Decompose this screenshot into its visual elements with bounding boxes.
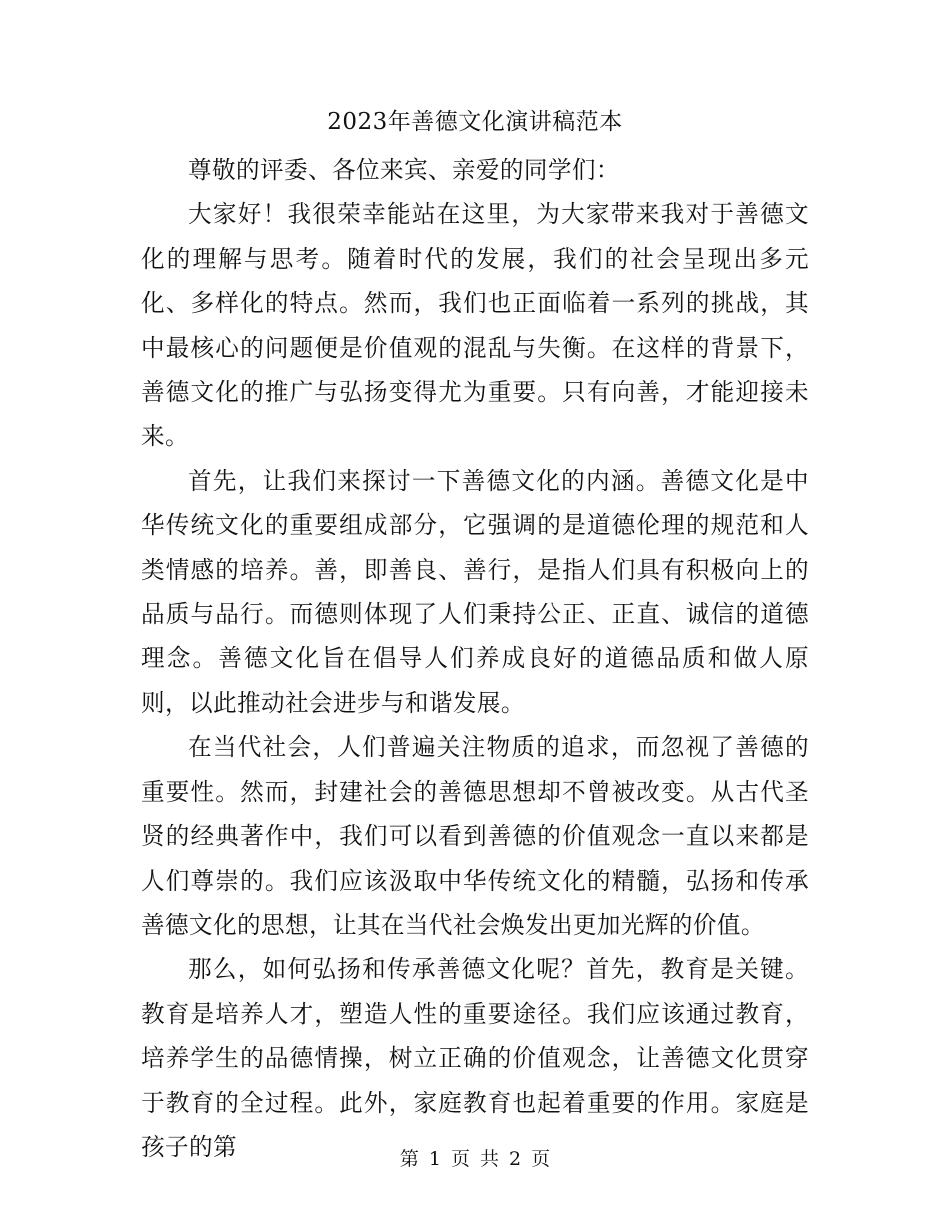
paragraph-salutation: 尊敬的评委、各位来宾、亲爱的同学们： <box>188 156 620 184</box>
document-title: 2023年善德文化演讲稿范本 <box>327 109 623 135</box>
document-body <box>141 148 809 1169</box>
paragraph-connotation: 首先，让我们来探讨一下善德文化的内涵。善德文化是中华传统文化的重要组成部分，它强调的是道德伦理的规范和人类情感的培养。善，即善良、善行，是指人们具有积极向上的品质与品行。而德则体现了人们秉持公正、正直、诚信的道德理念。善德文化旨在倡导人们养成良好的道德品质和做人原则，以此推动社会进步与和谐发展。 <box>141 466 809 717</box>
page-number-footer: 第 1 页 共 2 页 <box>399 1148 551 1170</box>
paragraph-opening: 大家好！我很荣幸能站在这里，为大家带来我对于善德文化的理解与思考。随着时代的发展，我们的社会呈现出多元化、多样化的特点。然而，我们也正面临着一系列的挑战，其中最核心的问题便是价值观的混乱与失衡。在这样的背景下，善德文化的推广与弘扬变得尤为重要。只有向善，才能迎接未来。 <box>141 200 809 451</box>
paragraph-education: 那么，如何弘扬和传承善德文化呢？首先，教育是关键。教育是培养人才，塑造人性的重要途径。我们应该通过教育，培养学生的品德情操，树立正确的价值观念，让善德文化贯穿于教育的全过程。此外，家庭教育也起着重要的作用。家庭是孩子的第 <box>141 955 809 1161</box>
paragraph-contemporary: 在当代社会，人们普遍关注物质的追求，而忽视了善德的重要性。然而，封建社会的善德思想却不曾被改变。从古代圣贤的经典著作中，我们可以看到善德的价值观念一直以来都是人们尊崇的。我们应该汲取中华传统文化的精髓，弘扬和传承善德文化的思想，让其在当代社会焕发出更加光辉的价值。 <box>141 733 809 939</box>
